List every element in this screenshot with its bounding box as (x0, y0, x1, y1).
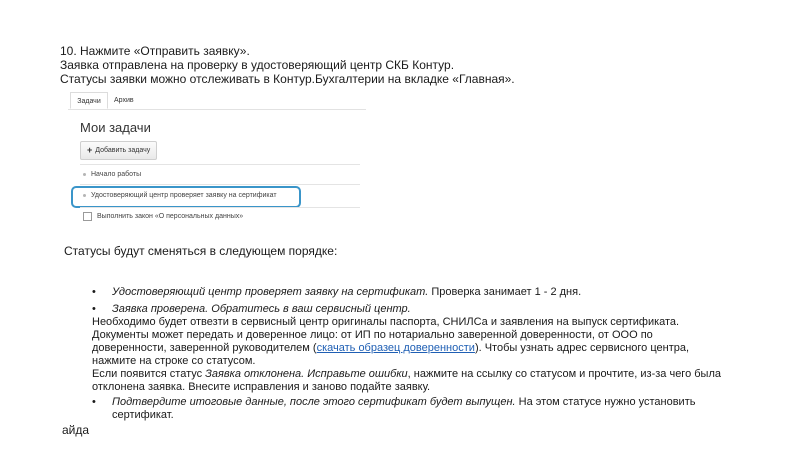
bullet-icon: • (92, 286, 96, 298)
tab-tasks[interactable]: Задачи (70, 92, 108, 109)
divider (80, 207, 360, 208)
tabs-bar (68, 92, 366, 110)
checkbox-icon[interactable] (83, 212, 92, 221)
add-task-label: Добавить задачу (95, 147, 151, 154)
divider (80, 164, 360, 165)
bullet-icon: • (92, 303, 96, 315)
list-item: • Заявка проверена. Обратитесь в ваш сервисный центр. (92, 303, 411, 315)
task-label: Удостоверяющий центр проверяет заявку на сертификат (91, 192, 277, 199)
plus-icon: + (87, 145, 93, 155)
divider (80, 184, 360, 185)
task-item-personal-data[interactable] (83, 212, 243, 221)
status-list: • Удостоверяющий центр проверяет заявку на сертификат. Проверка занимает 1 - 2 дня. • Заявка проверена. Обратитесь в ваш сервисный центр. Необходимо будет отвезти в сервисный центр оригиналы паспорта, СНИЛСа и заявления на выпуск сертификата. Документы может передать и доверенное лицо: от ИП по нотариально заверенной доверенности, от ООО по доверенности, заверенной руководителем (скачать образец доверенности). Чтобы узнать адрес сервисного центра, нажмите на строке со статусом. Если появится статус Заявка отклонена. Исправьте ошибки, нажмите на ссылку со статусом и прочтите, из-за чего была отклонена заявка. Внесите исправления и заново подайте заявку. • Подтвердите итоговые данные, после этого сертификат будет выпущен. На этом статусе нужно установить сертификат. (92, 286, 762, 422)
task-label: Выполнить закон «О персональных данных» (97, 213, 244, 220)
list-item: • Подтвердите итоговые данные, после этого сертификат будет выпущен. На этом статусе нужно установить (92, 396, 696, 408)
bullet-icon: • (92, 396, 96, 408)
intro-block (60, 44, 515, 86)
intro-line-1: 10. Нажмите «Отправить заявку». (60, 44, 250, 58)
download-sample-link[interactable]: скачать образец доверенности (316, 342, 475, 354)
page-title: Мои задачи (80, 120, 151, 135)
intro-line-2: Заявка отправлена на проверку в удостоверяющий центр СКБ Контур. (60, 58, 455, 72)
bullet-icon (83, 173, 86, 176)
statuses-intro: Статусы будут сменяться в следующем порядке: (64, 244, 338, 258)
add-task-button[interactable] (80, 141, 157, 160)
tasks-screenshot (68, 92, 366, 228)
tab-archive[interactable]: Архив (114, 97, 134, 104)
footer-fragment: айда (62, 423, 90, 437)
paragraph: Необходимо будет отвезти в сервисный центр оригиналы паспорта, СНИЛСа и заявления на выпуск сертификата. Документы может передать и доверенное лицо: от ИП по нотариально заверенной доверенности, от ООО по доверенности, заверенной руководителем (скачать образец доверенности). Чтобы узнать адрес сервисного центра, нажмите на строке со статусом. Если появится статус Заявка отклонена. Исправьте ошибки, нажмите на ссылку со статусом и прочтите, из-за чего была отклонена заявка. Внесите исправления и заново подайте заявку. (92, 316, 721, 393)
task-label: Начало работы (91, 171, 142, 178)
task-item-start[interactable] (83, 171, 141, 178)
intro-line-3: Статусы заявки можно отслеживать в Контур.Бухгалтерии на вкладке «Главная». (60, 72, 515, 86)
list-item: • Удостоверяющий центр проверяет заявку на сертификат. Проверка занимает 1 - 2 дня. (92, 286, 582, 298)
highlight-frame (71, 186, 301, 208)
